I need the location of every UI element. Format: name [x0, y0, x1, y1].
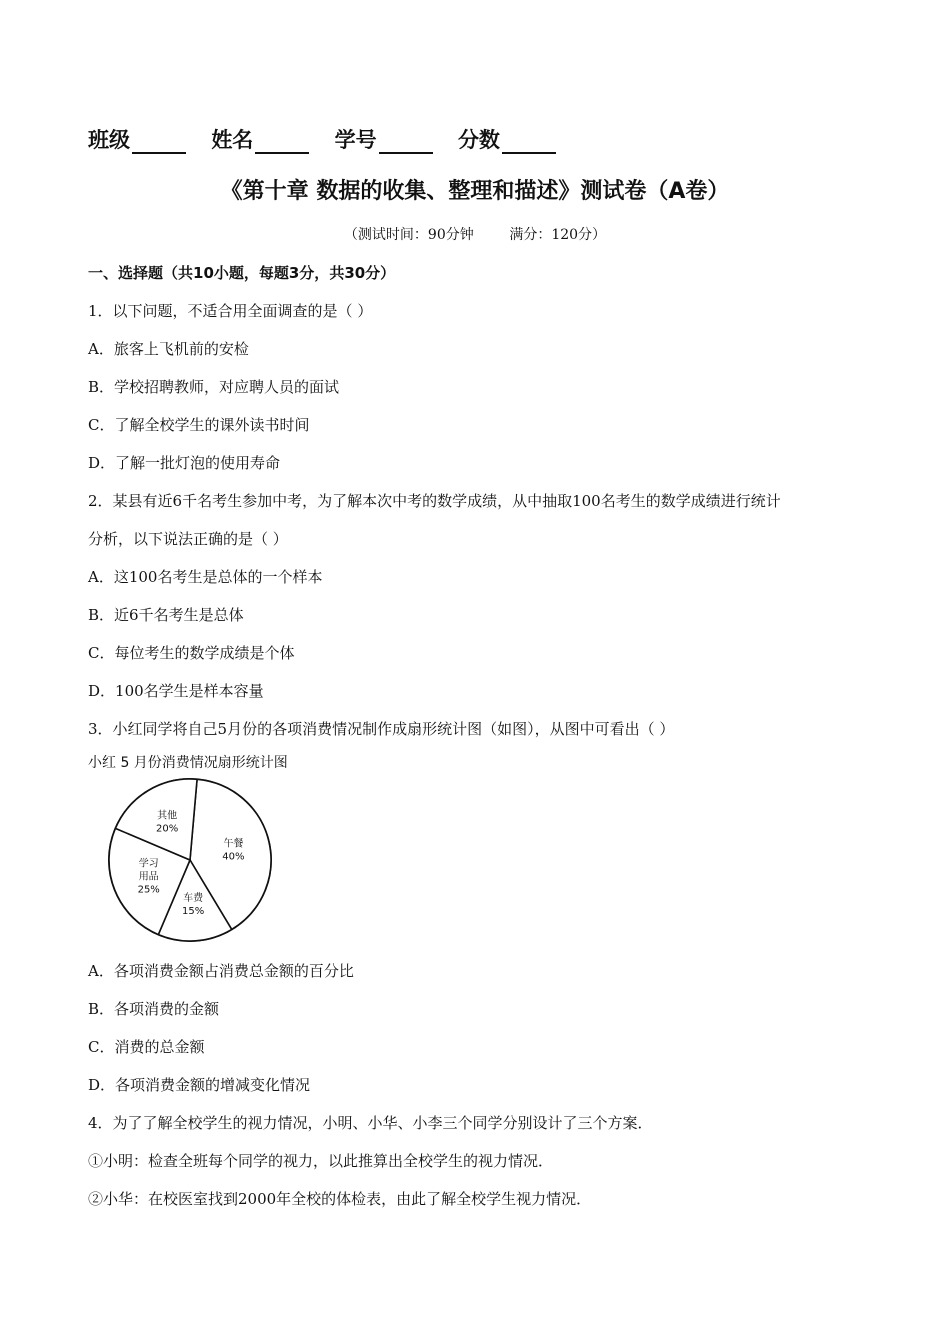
- q1-option-b: B．学校招聘教师，对应聘人员的面试: [88, 378, 340, 396]
- q1-stem: 1．以下问题，不适合用全面调查的是（ ）: [88, 302, 373, 320]
- section-heading: 一、选择题（共10小题，每题3分，共30分）: [88, 264, 396, 282]
- q3-option-c: C．消费的总金额: [88, 1038, 205, 1056]
- pie-label-1-1: 15%: [181, 905, 205, 917]
- q4-plan-2: ②小华：在校医室找到2000年全校的体检表，由此了解全校学生视力情况．: [88, 1190, 592, 1208]
- id-blank: [379, 132, 433, 154]
- q1-option-a: A．旅客上飞机前的安检: [88, 340, 249, 358]
- q2-option-a: A．这100名考生是总体的一个样本: [88, 568, 323, 586]
- pie-chart-title: 小红 5 月份消费情况扇形统计图: [88, 755, 288, 771]
- student-info-row: [88, 124, 574, 154]
- class-field: [88, 124, 186, 154]
- q2-stem-line1: 2．某县有近6千名考生参加中考，为了解本次中考的数学成绩，从中抽取100名考生的数学成绩进行统计: [88, 492, 781, 510]
- q1-option-c: C．了解全校学生的课外读书时间: [88, 416, 310, 434]
- q2-option-d: D．100名学生是样本容量: [88, 682, 264, 700]
- q4-stem: 4．为了了解全校学生的视力情况，小明、小华、小李三个同学分别设计了三个方案．: [88, 1114, 653, 1132]
- id-label: 学号: [334, 128, 377, 152]
- q3-option-a: A．各项消费金额占消费总金额的百分比: [88, 962, 354, 980]
- q3-option-b: B．各项消费的金额: [88, 1000, 220, 1018]
- score-blank: [502, 132, 556, 154]
- pie-label-0-0: 午餐: [223, 838, 244, 850]
- pie-label-0-1: 40%: [222, 851, 245, 863]
- pie-label-3-0: 其他: [157, 810, 178, 822]
- q2-option-c: C．每位考生的数学成绩是个体: [88, 644, 295, 662]
- q3-stem: 3．小红同学将自己5月份的各项消费情况制作成扇形统计图（如图），从图中可看出（ ）: [88, 720, 675, 738]
- class-label: 班级: [88, 128, 130, 152]
- id-field: [335, 124, 433, 154]
- q2-option-b: B．近6千名考生是总体: [88, 606, 244, 624]
- name-blank: [255, 132, 309, 154]
- pie-chart: [100, 776, 285, 946]
- name-field: [211, 124, 309, 154]
- pie-chart-svg: [100, 776, 285, 946]
- pie-label-2-2: 25%: [137, 884, 160, 896]
- score-field: [458, 124, 556, 154]
- name-label: 姓名: [211, 128, 254, 152]
- q2-stem-line2: 分析，以下说法正确的是（ ）: [88, 530, 288, 548]
- q1-option-d: D．了解一批灯泡的使用寿命: [88, 454, 281, 472]
- q4-plan-1: ①小明：检查全班每个同学的视力，以此推算出全校学生的视力情况．: [88, 1152, 554, 1170]
- page-subtitle: （测试时间：90分钟 满分：120分）: [343, 227, 607, 243]
- pie-label-2-1: 用品: [138, 871, 159, 883]
- page-title: 《第十章 数据的收集、整理和描述》测试卷（A卷）: [220, 179, 730, 204]
- pie-label-2-0: 学习: [138, 858, 159, 870]
- pie-label-1-0: 车费: [183, 892, 204, 904]
- score-label: 分数: [457, 128, 500, 152]
- q3-option-d: D．各项消费金额的增减变化情况: [88, 1076, 311, 1094]
- class-blank: [132, 132, 186, 154]
- pie-label-3-1: 20%: [155, 823, 179, 835]
